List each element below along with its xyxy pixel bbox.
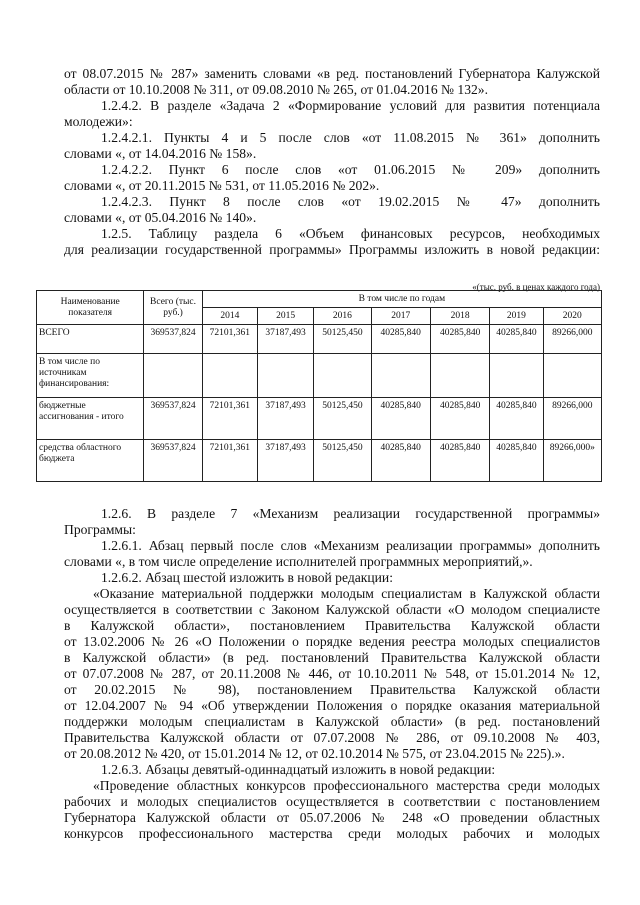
header-year: 2014 xyxy=(202,308,257,325)
header-total: Всего (тыс. руб.) xyxy=(144,291,202,325)
cell-value: 50125,450 xyxy=(314,398,371,440)
text-line: области от 10.10.2008 № 311, от 09.08.2010 № 265, от 01.04.2016 № 132». xyxy=(64,82,488,97)
text-line: от 13.02.2006 № 26 «О Положении о порядке ведения реестра молодых специалистов xyxy=(64,634,600,649)
text-line: 1.2.6.1. Абзац первый после слов «Механизм реализации программы» дополнить xyxy=(101,538,600,553)
cell-value xyxy=(371,354,430,398)
row-label: В том числе по источникам финансирования: xyxy=(37,354,144,398)
cell-value: 40285,840 xyxy=(490,398,543,440)
cell-value xyxy=(543,354,602,398)
header-year: 2018 xyxy=(430,308,489,325)
cell-value: 50125,450 xyxy=(314,440,371,482)
text-line: 1.2.6. В разделе 7 «Механизм реализации государственной программы» xyxy=(101,506,600,521)
header-year: 2019 xyxy=(490,308,543,325)
cell-value: 40285,840 xyxy=(430,440,489,482)
finance-table xyxy=(36,290,602,482)
header-name: Наименование показателя xyxy=(37,291,144,325)
text-line: 1.2.5. Таблицу раздела 6 «Объем финансовых ресурсов, необходимых xyxy=(101,226,600,241)
text-line: от 12.04.2007 № 94 «Об утверждении Положения о порядке оказания материальной xyxy=(64,698,600,713)
cell-value xyxy=(202,354,257,398)
cell-value: 40285,840 xyxy=(430,398,489,440)
text-line: в Калужской области» (в ред. постановлений Правительства Калужской области xyxy=(64,650,600,665)
table-row xyxy=(37,354,602,398)
text-line: Программы: xyxy=(64,522,136,537)
cell-value: 40285,840 xyxy=(371,398,430,440)
cell-value: 40285,840 xyxy=(430,325,489,354)
text-line: конкурсов профессионального мастерства среди молодых рабочих и молодых xyxy=(64,826,600,841)
row-label: ВСЕГО xyxy=(37,325,144,354)
text-line: 1.2.6.2. Абзац шестой изложить в новой редакции: xyxy=(101,570,393,585)
cell-value: 50125,450 xyxy=(314,325,371,354)
text-line: от 20.08.2012 № 420, от 15.01.2014 № 12, от 02.10.2014 № 575, от 23.04.2015 № 225).». xyxy=(64,746,565,761)
cell-value: 40285,840 xyxy=(371,440,430,482)
cell-value xyxy=(314,354,371,398)
row-label: бюджетные ассигнования - итого xyxy=(37,398,144,440)
cell-value: 37187,493 xyxy=(257,325,313,354)
cell-value: 72101,361 xyxy=(202,325,257,354)
header-year: 2020 xyxy=(543,308,602,325)
cell-total: 369537,824 xyxy=(144,325,202,354)
header-year: 2015 xyxy=(257,308,313,325)
text-line: 1.2.6.3. Абзацы девятый-одиннадцатый изложить в новой редакции: xyxy=(101,762,496,777)
table-row xyxy=(37,440,602,482)
cell-value: 40285,840 xyxy=(490,440,543,482)
header-year: 2017 xyxy=(371,308,430,325)
cell-value: 40285,840 xyxy=(371,325,430,354)
text-line: молодежи»: xyxy=(64,114,133,129)
cell-value: 72101,361 xyxy=(202,440,257,482)
text-line: осуществляется в соответствии с Законом Калужской области «О молодом специалисте xyxy=(64,602,600,617)
text-line: от 20.02.2015 № 98), постановлением Правительства Калужской области xyxy=(64,682,600,697)
text-line: «Проведение областных конкурсов профессионального мастерства среди молодых xyxy=(93,778,600,793)
text-line: словами «, от 14.04.2016 № 158». xyxy=(64,146,257,161)
text-line: 1.2.4.2.3. Пункт 8 после слов «от 19.02.2015 № 47» дополнить xyxy=(101,194,600,209)
cell-value: 72101,361 xyxy=(202,398,257,440)
text-line: Губернатора Калужской области от 05.07.2006 № 248 «О проведении областных xyxy=(64,810,600,825)
text-line: словами «, в том числе определение исполнителей программных мероприятий,». xyxy=(64,554,533,569)
cell-value xyxy=(257,354,313,398)
cell-value: 37187,493 xyxy=(257,440,313,482)
row-label: средства областного бюджета xyxy=(37,440,144,482)
text-line: для реализации государственной программы» Программы изложить в новой редакции: xyxy=(64,242,600,257)
table-unit-note: «(тыс. руб. в ценах каждого года) xyxy=(472,282,600,292)
text-line: в Калужской области», постановлением Правительства Калужской области xyxy=(64,618,600,633)
table-row xyxy=(37,325,602,354)
text-line: «Оказание материальной поддержки молодым специалистам в Калужской области xyxy=(93,586,600,601)
text-line: Правительства Калужской области от 07.07.2008 № 286, от 09.10.2008 № 403, xyxy=(64,730,600,745)
text-line: 1.2.4.2. В разделе «Задача 2 «Формирование условий для развития потенциала xyxy=(101,98,600,113)
text-line: 1.2.4.2.1. Пункты 4 и 5 после слов «от 11.08.2015 № 361» дополнить xyxy=(101,130,600,145)
cell-total: 369537,824 xyxy=(144,440,202,482)
cell-total xyxy=(144,354,202,398)
header-year: 2016 xyxy=(314,308,371,325)
text-line: 1.2.4.2.2. Пункт 6 после слов «от 01.06.2015 № 209» дополнить xyxy=(101,162,600,177)
cell-value: 89266,000» xyxy=(543,440,602,482)
cell-value: 37187,493 xyxy=(257,398,313,440)
cell-value: 89266,000 xyxy=(543,398,602,440)
cell-value: 40285,840 xyxy=(490,325,543,354)
table-row xyxy=(37,398,602,440)
header-years-group: В том числе по годам xyxy=(202,291,601,308)
text-line: от 08.07.2015 № 287» заменить словами «в ред. постановлений Губернатора Калужской xyxy=(64,66,600,81)
text-line: словами «, от 05.04.2016 № 140». xyxy=(64,210,257,225)
text-line: от 07.07.2008 № 287, от 20.11.2008 № 446, от 10.10.2011 № 548, от 15.01.2014 № 12, xyxy=(64,666,600,681)
text-line: поддержки молодым специалистам в Калужской области» (в ред. постановлений xyxy=(64,714,600,729)
cell-value xyxy=(430,354,489,398)
cell-total: 369537,824 xyxy=(144,398,202,440)
cell-value: 89266,000 xyxy=(543,325,602,354)
text-line: словами «, от 20.11.2015 № 531, от 11.05.2016 № 202». xyxy=(64,178,380,193)
cell-value xyxy=(490,354,543,398)
text-line: рабочих и молодых специалистов осуществляется в соответствии с постановлением xyxy=(64,794,600,809)
